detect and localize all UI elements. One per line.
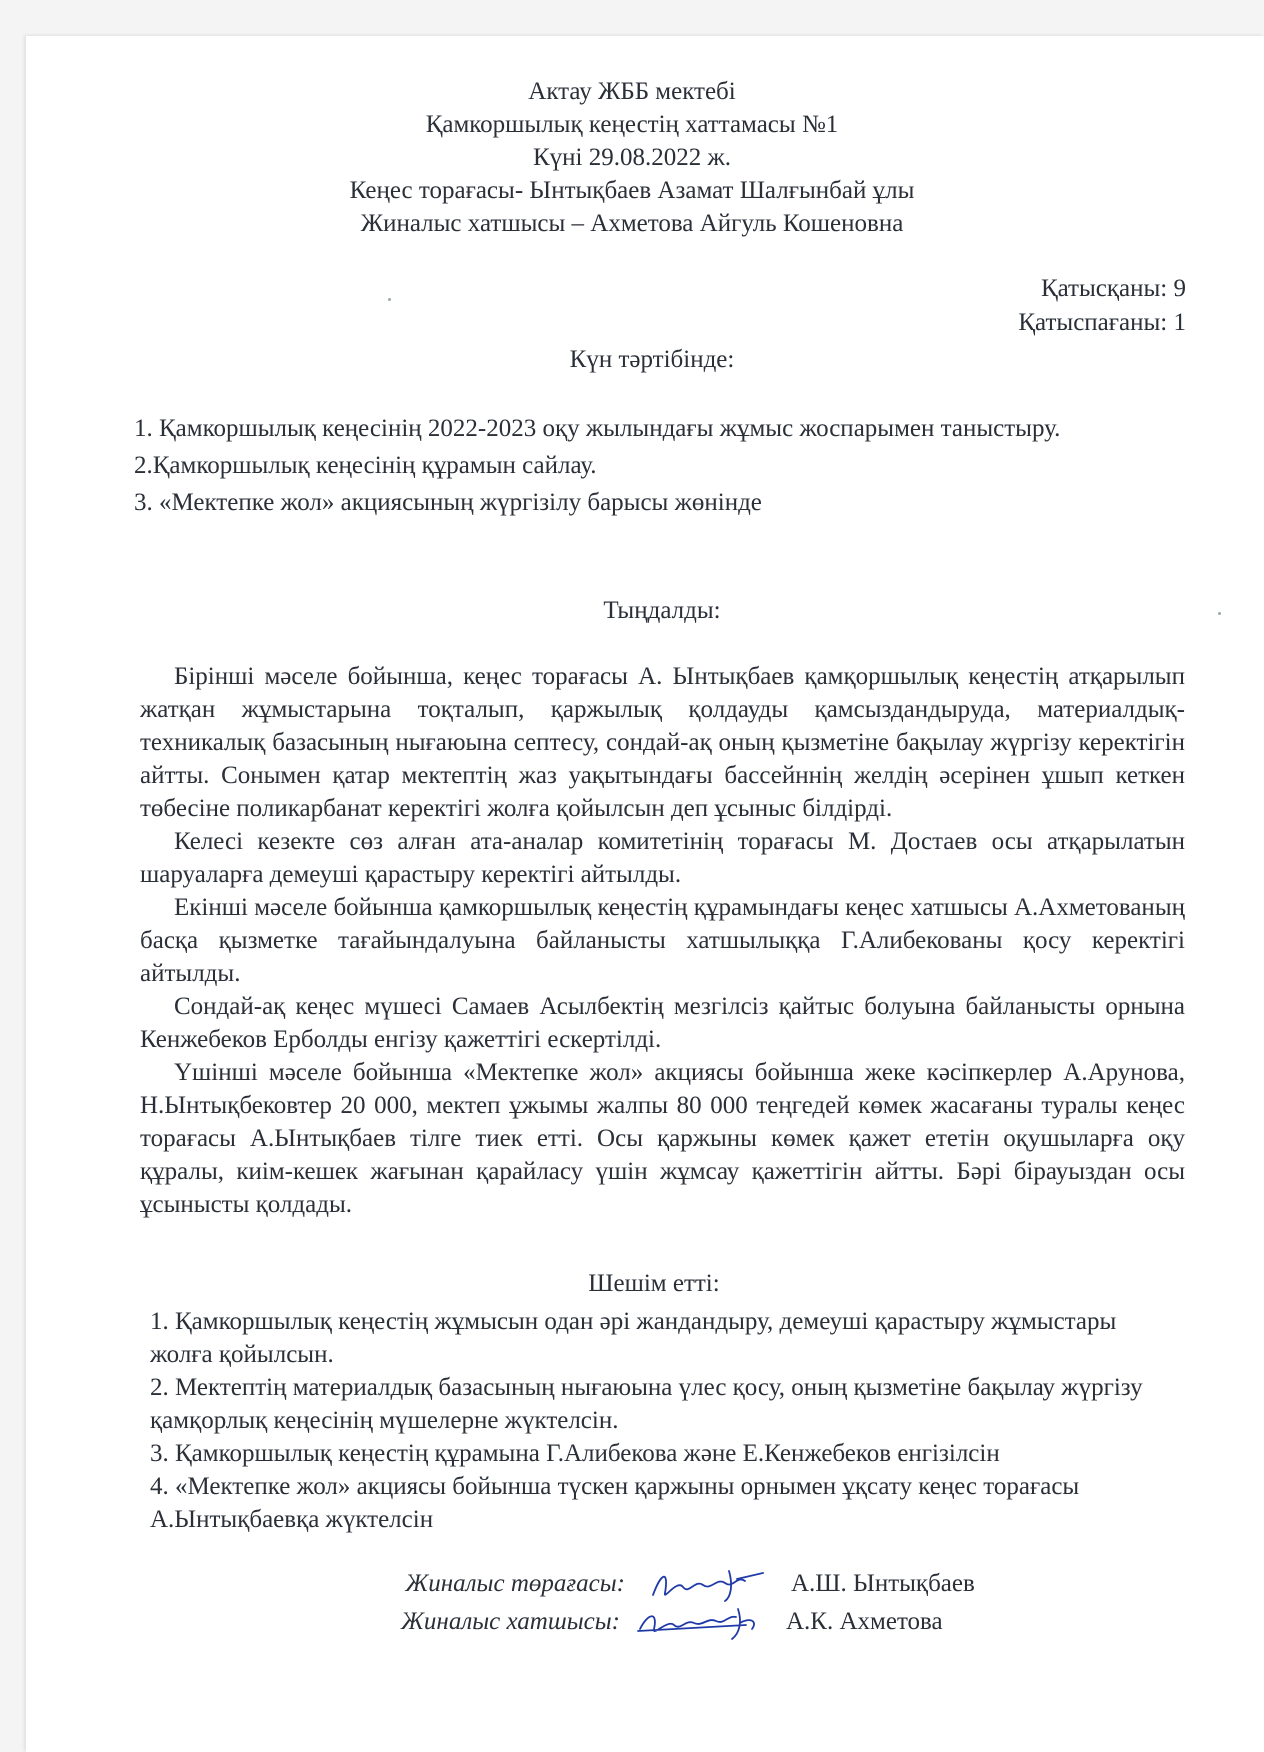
agenda-item: 3. «Мектепке жол» акциясының жүргізілу барысы жөнінде — [134, 489, 762, 516]
attendance-absent: Қатыспағаны: 1 — [1018, 309, 1186, 336]
decision-item: 1. Қамкоршылық кеңестің жұмысын одан әрі жандандыру, демеуші қарастыру жұмыстары жолға қойылсын. — [150, 1308, 1117, 1368]
document-header — [0, 75, 1264, 240]
council-chair: Кеңес торағасы- Ынтықбаев Азамат Шалғынбай ұлы — [349, 177, 915, 204]
attendance-present: Қатысқаны: 9 — [1040, 275, 1186, 302]
chair-signature-row — [360, 1565, 1060, 1603]
chair-signature — [633, 1565, 783, 1603]
decided-heading: Шешім етті: — [588, 1270, 720, 1297]
decision-item: 4. «Мектепке жол» акциясы бойынша түскен қаржыны орнымен ұқсату кеңес торағасы А.Ынтықбаевқа жүктелсін — [150, 1473, 1080, 1533]
signature-block — [360, 1565, 1060, 1641]
protocol-title: Қамкоршылық кеңестің хаттамасы №1 — [425, 111, 839, 138]
agenda-item: 2.Қамкоршылық кеңесінің құрамын сайлау. — [134, 452, 597, 479]
school-name: Актау ЖББ мектебі — [528, 78, 736, 105]
scan-speck — [388, 298, 391, 301]
decisions-list — [150, 1305, 1185, 1536]
heard-heading: Тыңдалды: — [603, 597, 721, 624]
secretary-name: А.К. Ахметова — [786, 1608, 943, 1635]
attendance-block — [1018, 272, 1186, 340]
chair-name: А.Ш. Ынтықбаев — [791, 1570, 975, 1597]
decision-item: 2. Мектептің материалдық базасының нығаюына үлес қосу, оның қызметіне бақылау жүргізу қамқорлық кеңесінің мүшелерне жүктелсін. — [150, 1374, 1143, 1434]
secretary-signature — [628, 1603, 778, 1641]
agenda-heading: Күн тәртібінде: — [569, 346, 735, 373]
chair-label: Жиналыс төрағасы: — [405, 1570, 625, 1597]
scan-speck — [1218, 612, 1221, 615]
heard-paragraph: Келесі кезекте сөз алған ата-аналар комитетінің торағасы М. Достаев осы атқарылатын шаруаларға демеуші қарастыру керектігі айтылды. — [140, 828, 1185, 888]
heard-section — [140, 660, 1185, 1221]
secretary-label: Жиналыс хатшысы: — [401, 1608, 620, 1635]
decision-item: 3. Қамкоршылық кеңестің құрамына Г.Алибекова және Е.Кенжебеков енгізілсін — [150, 1440, 1000, 1467]
heard-paragraph: Екінші мәселе бойынша қамкоршылық кеңестің құрамындағы кеңес хатшысы А.Ахметованың басқа қызметке тағайындалуына байланысты хатшылыққа Г.Алибекованы қосу керектігі айтылды. — [140, 894, 1185, 987]
heard-paragraph: Сондай-ақ кеңес мүшесі Самаев Асылбектің мезгілсіз қайтыс болуына байланысты орнына Кенжебеков Ерболды енгізу қажеттігі ескертілді. — [140, 993, 1185, 1053]
protocol-date: Күні 29.08.2022 ж. — [532, 144, 732, 171]
heard-paragraph: Бірінші мәселе бойынша, кеңес торағасы А. Ынтықбаев қамқоршылық кеңестің атқарылып жатқан жұмыстарына тоқталып, қаржылық қолдауды қамсыздандыруда, материалдық- техникалық базасының нығаюына септесу, сондай-ақ оның қызметіне бақылау жүргізу керектігін айтты. Сонымен қатар мектептің жаз уақытындағы бассейннің желдің әсерінен ұшып кеткен төбесіне поликарбанат керектігі жолға қойылсын деп ұсыныс білдірді. — [140, 663, 1185, 822]
meeting-secretary: Жиналыс хатшысы – Ахметова Айгуль Кошеновна — [360, 210, 904, 237]
heard-paragraph: Үшінші мәселе бойынша «Мектепке жол» акциясы бойынша жеке кәсіпкерлер А.Арунова, Н.Ынтықбековтер 20 000, мектеп ұжымы жалпы 80 000 теңгедей көмек жасағаны туралы кеңес торағасы А.Ынтықбаев тілге тиек етті. Осы қаржыны көмек қажет ететін оқушыларға оқу құралы, киім-кешек жағынан қарайласу үшін жұмсау қажеттігін айтты. Бәрі бірауыздан осы ұсынысты қолдады. — [140, 1059, 1185, 1218]
secretary-signature-row — [360, 1603, 1060, 1641]
agenda-list — [134, 410, 1114, 521]
agenda-item: 1. Қамкоршылық кеңесінің 2022-2023 оқу жылындағы жұмыс жоспарымен таныстыру. — [134, 415, 1061, 442]
